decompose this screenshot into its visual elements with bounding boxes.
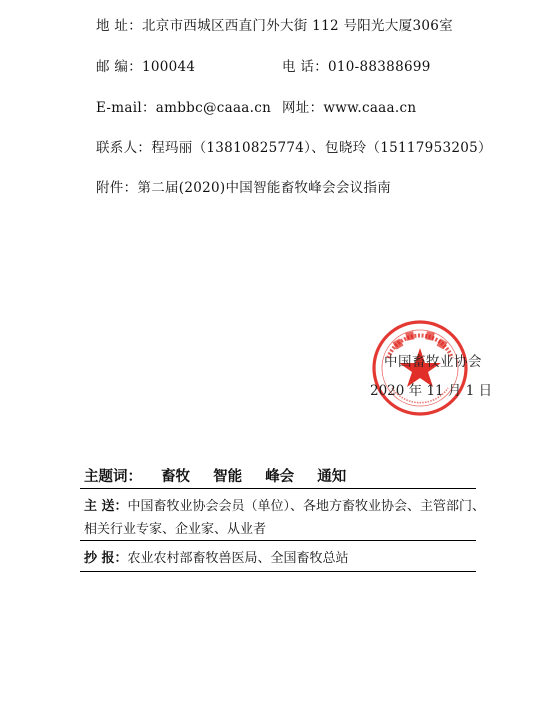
subject-keywords [84, 465, 364, 486]
cc-label: 抄 报： [84, 551, 128, 566]
attachment-line: 附件：第二届(2020)中国智能畜牧峰会会议指南 [96, 180, 392, 196]
divider-line [80, 571, 476, 572]
keywords-label: 主题词： [84, 469, 142, 485]
primary-recipients-text: 中国畜牧业协会会员（单位）、各地方畜牧业协会、主管部门、 [127, 499, 486, 514]
address-line: 地 址：北京市西城区西直门外大街 112 号阳光大厦306室 [96, 18, 453, 34]
divider-line [80, 488, 476, 489]
primary-recipients-line [84, 495, 485, 514]
keyword-item: 畜牧 [161, 469, 191, 485]
phone-line: 电 话：010-88388699 [282, 59, 431, 75]
contact-line: 联系人：程玛丽（13810825774）、包晓玲（15117953205） [96, 140, 492, 156]
cc-recipients-text: 农业农村部畜牧兽医局、全国畜牧总站 [127, 551, 349, 566]
keyword-item: 智能 [213, 469, 243, 485]
cc-line [84, 547, 349, 566]
signing-organization: 中国畜牧业协会 [384, 354, 482, 370]
keyword-item: 峰会 [265, 469, 295, 485]
divider-line [80, 540, 476, 541]
email-line: E-mail：ambbc@caaa.cn [96, 100, 272, 116]
primary-recipients-label: 主 送： [84, 499, 128, 514]
primary-recipients-continued: 相关行业专家、企业家、从业者 [84, 522, 267, 537]
postal-code-line: 邮 编：100044 [96, 59, 196, 75]
signing-date: 2020 年 11 月 1 日 [370, 383, 493, 399]
website-line: 网址：www.caaa.cn [282, 100, 417, 116]
keyword-item: 通知 [317, 469, 347, 485]
